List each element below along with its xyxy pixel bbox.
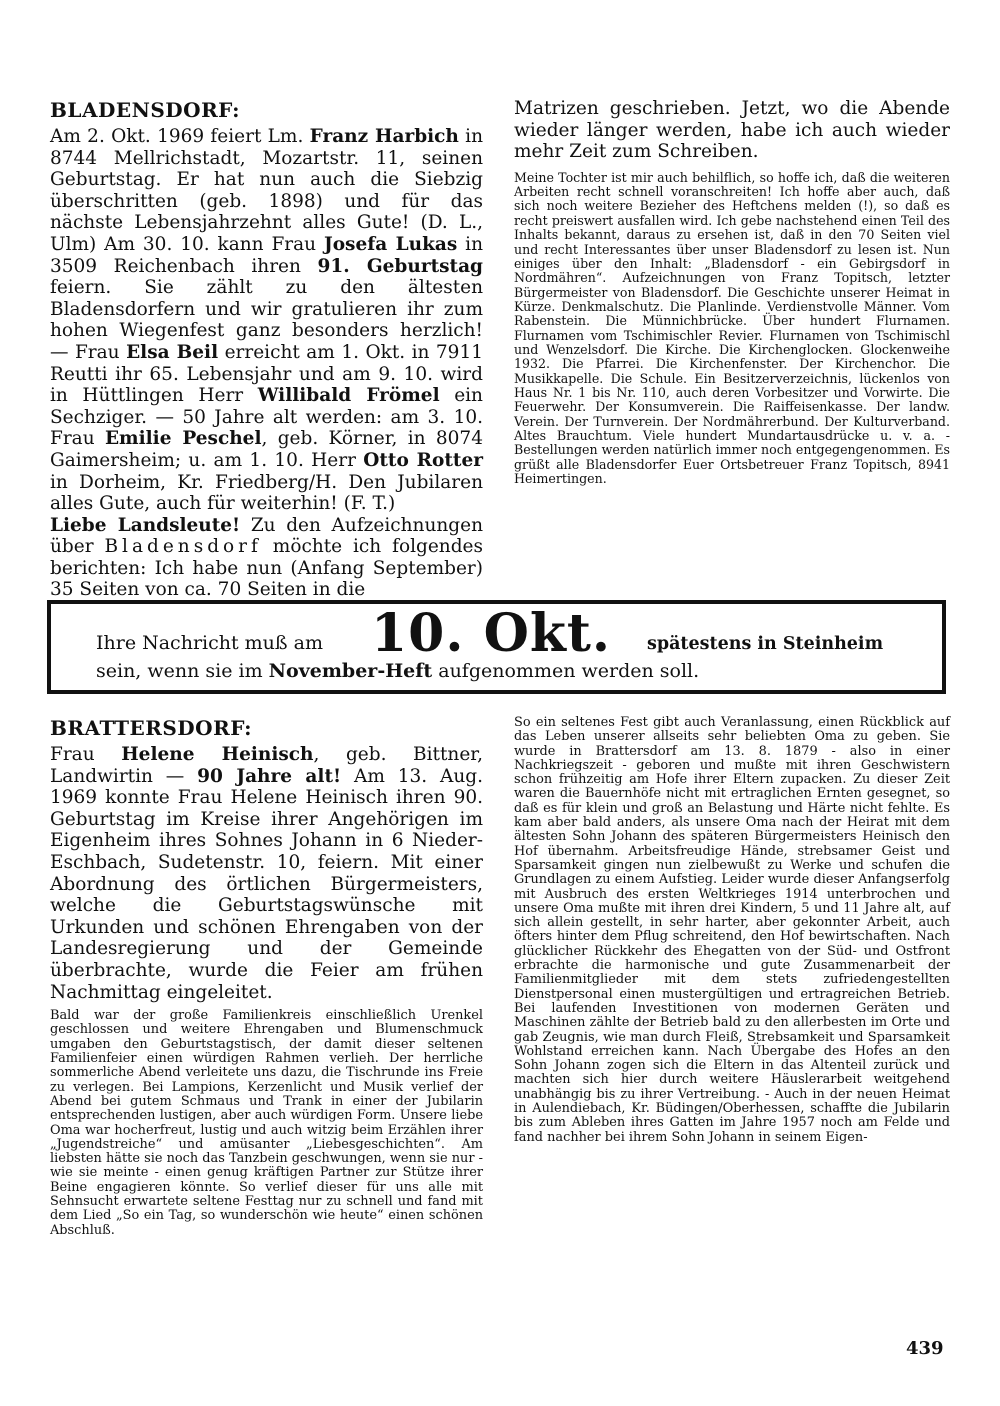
bladensdorf-continued-paragraph: Matrizen geschrieben. Jetzt, wo die Abende wieder länger werden, habe ich auch wieder mehr Zeit zum Schreiben.	[514, 98, 950, 163]
brattersdorf-left-column	[50, 716, 483, 1238]
notice-location: spätestens in Steinheim	[647, 634, 884, 654]
page-number: 439	[906, 1338, 944, 1359]
name-otto-rotter: Otto Rotter	[363, 449, 483, 471]
name-helene-heinisch: Helene Heinisch	[121, 744, 314, 765]
notice-second-line: sein, wenn sie im November-Heft aufgenommen werden soll.	[96, 660, 700, 682]
brattersdorf-history-paragraph: So ein seltenes Fest gibt auch Veranlassung, einen Rückblick auf das Leben unserer allseits sehr beliebten Oma zu geben. Sie wurde in Brattersdorf am 13. 8. 1879 - also in einer Nachkriegszeit - geboren und mußte mit ihren Geschwistern schon frühzeitig am Hofe ihrer Eltern zupacken. Zu dieser Zeit waren die Bauernhöfe nicht mit ertraglichen Ernten gesegnet, so daß es für klein und groß an Belastung und Härte nicht fehlte. Es kam aber bald anders, als unsere Oma nach der Heirat mit dem ältesten Sohn Johann des späteren Bürgermeisters Heinisch den Hof übernahm. Arbeitsfreudige Hände, strebsamer Geist und Sparsamkeit gingen nun zielbewußt zu Werke und schufen die Grundlagen zu einem Aufstieg. Leider wurde dieser Anfangserfolg mit Ausbruch des ersten Weltkrieges 1914 unterbrochen und unsere Oma mußte mit ihren drei Kindern, 5 und 11 Jahre alt, auf sich allein gestellt, in sehr harter, aber gekonnter Arbeit, auch öfters hinter dem Pflug schreitend, den Hof bewirtschaften. Nach glücklicher Rückkehr des Ehegatten von der Süd- und Ostfront erbrachte die harmonische und gute Zusammenarbeit der Familienmitglieder mit dem stets zufriedengestellten Dienstpersonal einen mustergültigen und ertragreichen Betrieb. Bei laufenden Investitionen von modernen Geräten und Maschinen zählte der Betrieb bald zu den allerbesten im Orte und gab Zeugnis, wie man durch Fleiß, Strebsamkeit und Sparsamkeit Wohlstand erreichen kann. Nach Übergabe des Hofes an den Sohn Johann zogen sich die Eltern in das Altenteil zurück und machten sich hier durch weitere Häuslerarbeit weitgehend unabhängig bis zu ihrer Vertreibung. - Auch in der neuen Heimat in Aulendiebach, Kr. Büdingen/Oberhessen, schaffte die Jubilarin bis zum Ableben ihres Gatten im Jahre 1957 noch am Felde und fand nachher bei ihrem Sohn Johann in seinem Eigen-	[514, 715, 950, 1145]
name-elsa-beil: Elsa Beil	[126, 341, 219, 363]
bladensdorf-birthday-paragraph: Am 2. Okt. 1969 feiert Lm. Franz Harbich in 8744 Mellrichstadt, Mozartstr. 11, seinen Geburtstag. Er hat nun auch die Siebzig überschritten (geb. 1898) und für das nächste Lebensjahrzehnt alles Gute! (D. L., Ulm) Am 30. 10. kann Frau Josefa Lukas in 3509 Reichenbach ihren 91. Geburtstag feiern. Sie zählt zu den ältesten Bladensdorfern und wir gratulieren ihr zum hohen Wiegenfest ganz besonders herzlich! — Frau Elsa Beil erreicht am 1. Okt. in 7911 Reutti ihr 65. Lebensjahr und am 9. 10. wird in Hüttlingen Herr Willibald Frömel ein Sechziger. — 50 Jahre alt werden: am 3. 10. Frau Emilie Peschel, geb. Körner, in 8074 Gaimersheim; u. am 1. 10. Herr Otto Rotter in Dorheim, Kr. Friedberg/H. Den Jubilaren alles Gute, auch für weiterhin! (F. T.)	[50, 126, 484, 515]
brattersdorf-celebration-paragraph: Bald war der große Familienkreis einschließlich Urenkel geschlossen und weitere Ehrengaben und Blumenschmuck umgaben den Geburtstagstisch, der damit dieser seltenen Familienfeier einen würdigen Rahmen verlieh. Der herrliche sommerliche Abend verleitete uns dazu, die Tischrunde ins Freie zu verlegen. Bei Lampions, Kerzenlicht und Musik verlief der Abend bei gutem Schmaus und Trank in einer der Jubilarin entsprechenden lustigen, aber auch würdigen Form. Unsere liebe Oma war hocherfreut, lustig und auch witzig beim Erzählen ihrer „Jugendstreiche“ und amüsanter „Liebesgeschichten“. Am liebsten hätte sie noch das Tanzbein geschwungen, wenn sie nur - wie sie meinte - einen genug kräftigen Partner zur Stütze ihrer Beine engagieren könnte. So verlief dieser für uns alle mit Sehnsucht erwartete seltene Festtag nur zu schnell und fand mit dem Lied „So ein Tag, so wunderschön wie heute“ einen schönen Abschluß.	[50, 1008, 483, 1238]
brattersdorf-heading: BRATTERSDORF:	[50, 716, 253, 740]
name-willibald-froemel: Willibald Frömel	[257, 385, 440, 407]
brattersdorf-birthday-paragraph: Frau Helene Heinisch, geb. Bittner, Landwirtin — 90 Jahre alt! Am 13. Aug. 1969 konnte Frau Helene Heinisch ihren 90. Geburtstag im Kreise ihrer Angehörigen im Eigenheim ihres Sohnes Johann in 6 Nieder-Eschbach, Sudetenstr. 10, feiern. Mit einer Abordnung des örtlichen Bürgermeisters, welche die Geburtstagswünsche mit Urkunden und schönen Ehrengaben von der Landesregierung und der Gemeinde überbrachte, wurde die Feier am frühen Nachmittag eingeleitet.	[50, 744, 484, 1003]
bladensdorf-left-column	[50, 98, 483, 601]
notice-issue-name: November-Heft	[268, 660, 433, 682]
bladensdorf-right-column	[514, 98, 950, 486]
greeting-landsleute: Liebe Landsleute!	[50, 514, 241, 536]
bladensdorf-heading: BLADENSDORF:	[50, 98, 241, 122]
name-franz-harbich: Franz Harbich	[309, 126, 459, 147]
name-emilie-peschel: Emilie Peschel	[104, 428, 262, 450]
bladensdorf-contents-paragraph: Meine Tochter ist mir auch behilflich, so hoffe ich, daß die weiteren Arbeiten recht schnell voranschreiten! Ich hoffe aber auch, daß sich noch weitere Bezieher des Heftchens melden (!), so daß es recht preiswert ausfallen wird. Ich gebe nachstehend einen Teil des Inhalts bekannt, daraus zu ersehen ist, daß in den 70 Seiten viel und recht Interessantes über unser Bladensdorf zu lesen ist. Nun einiges über den Inhalt: „Bladensdorf - ein Gebirgsdorf in Nordmähren“. Aufzeichnungen von Franz Topitsch, letzter Bürgermeister von Bladensdorf. Die Geschichte unserer Heimat in Kürze. Denkmalschutz. Die Planlinde. Verdienstvolle Männer. Vom Rabenstein. Die Münnichbrücke. Über hundert Flurnamen. Flurnamen vom Tschimischler Revier. Flurnamen von Tschimischl und Wenzelsdorf. Die Kirche. Die Kirchenglocken. Glockenweihe 1932. Die Pfarrei. Die Kirchenfenster. Der Kirchenchor. Die Musikkapelle. Die Schule. Ein Besitzerverzeichnis, lückenlos von Haus Nr. 1 bis Nr. 110, auch deren Vorbesitzer und Vorwirte. Die Feuerwehr. Der Konsumverein. Die Raiffeisenkasse. Der landw. Verein. Der Turnverein. Der Nordmährerbund. Der Kulturverband. Altes Brauchtum. Viele hundert Mundartausdrücke u. v. a. - Bestellungen werden natürlich immer noch entgegengenommen. Es grüßt alle Bladensdorfer Euer Ortsbetreuer Franz Topitsch, 8941 Heimertingen.	[514, 169, 950, 486]
bladensdorf-records-paragraph: Liebe Landsleute! Zu den Aufzeichnungen über Bladensdorf möchte ich folgendes berichten: Ich habe nun (Anfang September) 35 Seiten von ca. 70 Seiten in die	[50, 514, 484, 601]
birthday-91: 91. Geburtstag	[317, 255, 483, 277]
notice-deadline-date: 10. Okt.	[371, 603, 612, 664]
deadline-notice-box	[47, 600, 946, 694]
notice-text-lead: Ihre Nachricht muß am	[96, 632, 323, 654]
village-name-spaced: Bladensdorf	[104, 536, 262, 558]
age-90: 90 Jahre alt!	[197, 765, 342, 787]
brattersdorf-right-column	[514, 716, 950, 1145]
name-josefa-lukas: Josefa Lukas	[323, 233, 458, 255]
